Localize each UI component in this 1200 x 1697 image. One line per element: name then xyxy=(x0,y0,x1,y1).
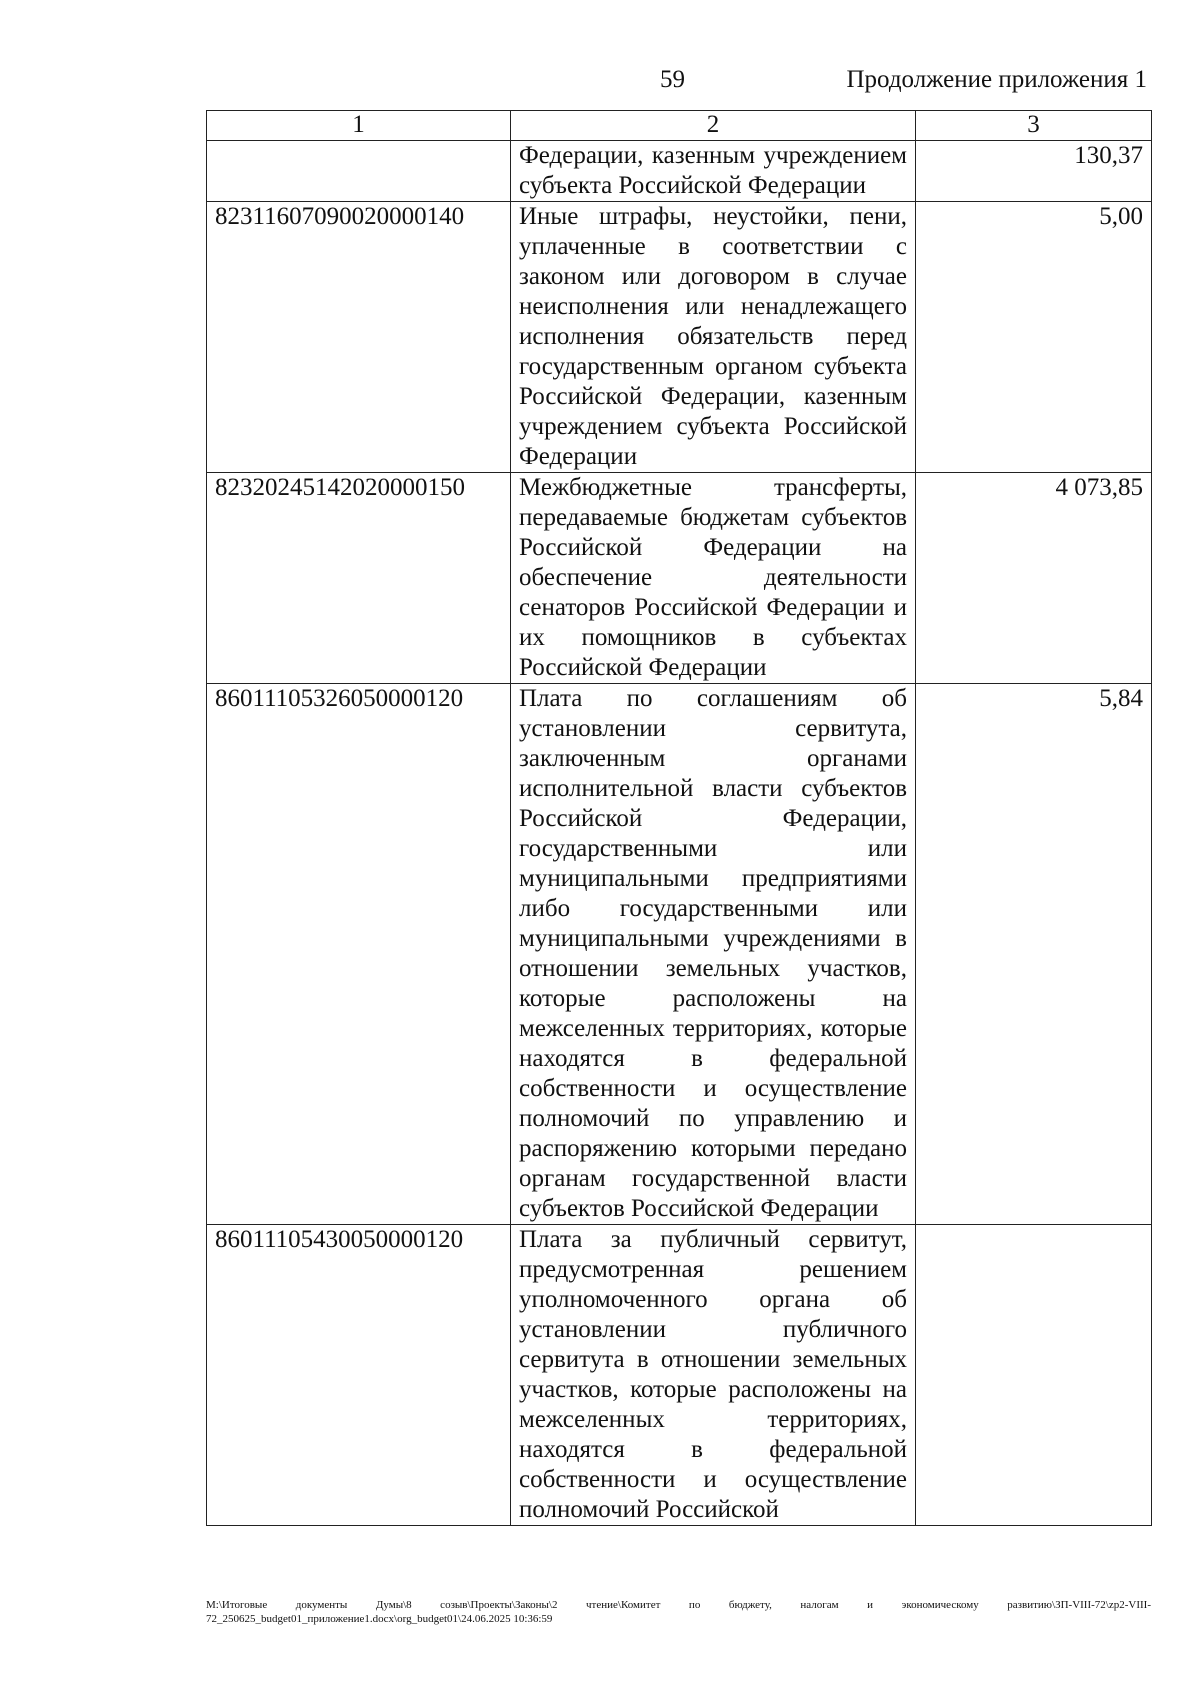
column-header-3: 3 xyxy=(916,111,1152,141)
budget-code-cell: 82320245142020000150 xyxy=(207,473,511,684)
table-row xyxy=(207,473,1152,684)
table-row xyxy=(207,141,1152,202)
budget-income-table xyxy=(206,110,1152,1526)
budget-code-cell: 82311607090020000140 xyxy=(207,202,511,473)
description-cell: Федерации, казенным учреждением субъекта Российской Федерации xyxy=(511,141,916,202)
budget-code-cell: 86011105326050000120 xyxy=(207,684,511,1225)
table-row xyxy=(207,202,1152,473)
column-header-2: 2 xyxy=(511,111,916,141)
amount-cell: 5,84 xyxy=(916,684,1152,1225)
description-cell: Иные штрафы, неустойки, пени, уплаченные в соответствии с законом или договором в случае неисполнения или ненадлежащего исполнения обязательств перед государственным органом субъекта Российской Федерации, казенным учреждением субъекта Российской Федерации xyxy=(511,202,916,473)
table-row xyxy=(207,684,1152,1225)
budget-code-cell: 86011105430050000120 xyxy=(207,1225,511,1526)
description-cell: Плата по соглашениям об установлении сервитута, заключенным органами исполнительной власти субъектов Российской Федерации, государственными или муниципальными предприятиями либо государственными или муниципальными учреждениями в отношении земельных участков, которые расположены на межселенных территориях, которые находятся в федеральной собственности и осуществление полномочий по управлению и распоряжению которыми передано органам государственной власти субъектов Российской Федерации xyxy=(511,684,916,1225)
description-cell: Плата за публичный сервитут, предусмотренная решением уполномоченного органа об установлении публичного сервитута в отношении земельных участков, которые расположены на межселенных территориях, находятся в федеральной собственности и осуществление полномочий Российской xyxy=(511,1225,916,1526)
table-row xyxy=(207,1225,1152,1526)
appendix-continuation-note: Продолжение приложения 1 xyxy=(846,66,1147,93)
amount-cell: 130,37 xyxy=(916,141,1152,202)
amount-cell: 4 073,85 xyxy=(916,473,1152,684)
amount-cell: 5,00 xyxy=(916,202,1152,473)
column-header-1: 1 xyxy=(207,111,511,141)
document-file-path-footer: М:\Итоговые документы Думы\8 созыв\Проекты\Законы\2 чтение\Комитет по бюджету, налогам и экономическому развитию\ЗП-VIII-72\zp2-VIII-72_250625_budget01_приложение1.docx\org_budget01\24.06.2025 10:36:59 xyxy=(206,1599,1151,1625)
amount-cell xyxy=(916,1225,1152,1526)
page-number: 59 xyxy=(660,66,685,93)
budget-code-cell xyxy=(207,141,511,202)
table-header-row xyxy=(207,111,1152,141)
description-cell: Межбюджетные трансферты, передаваемые бюджетам субъектов Российской Федерации на обеспечение деятельности сенаторов Российской Федерации и их помощников в субъектах Российской Федерации xyxy=(511,473,916,684)
